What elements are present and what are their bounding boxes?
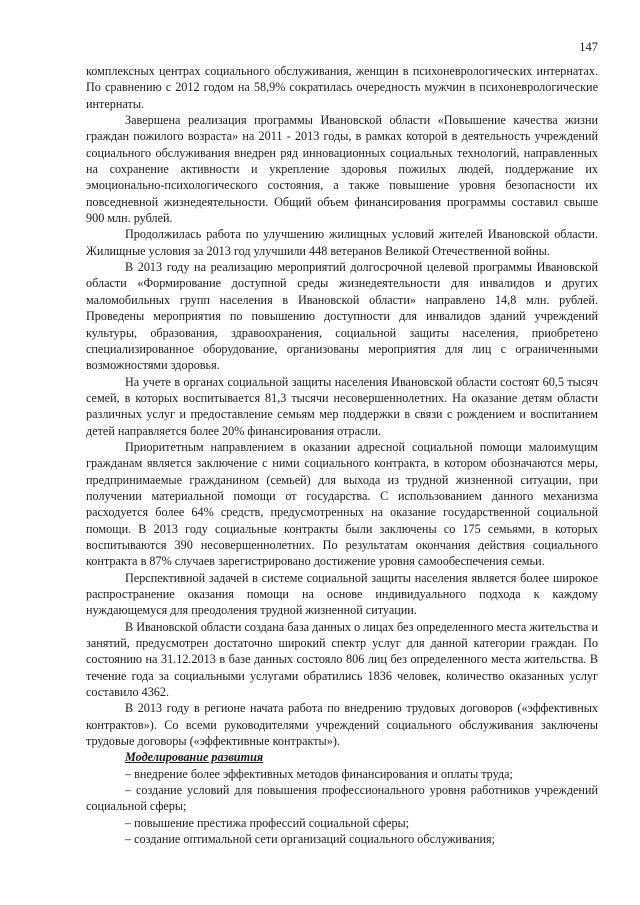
page-body <box>86 63 598 848</box>
paragraph: В 2013 году в регионе начата работа по внедрению трудовых договоров («эффективных контрактов»). Со всеми руководителями учреждений социального обслуживания заключены трудовые договоры («эффективные контракты»). <box>86 701 598 749</box>
list-item: – повышение престижа профессий социальной сферы; <box>125 815 410 830</box>
section-heading: Моделирование развития <box>125 750 264 765</box>
paragraph: Продолжилась работа по улучшению жилищных условий жителей Ивановской области. Жилищные условия за 2013 год улучшили 448 ветеранов Великой Отечественной войны. <box>86 227 598 258</box>
paragraph: Приоритетным направлением в оказании адресной социальной помощи малоимущим гражданам является заключение с ними социального контракта, в котором обозначаются меры, предпринимаемые гражданином (семьей) для выхода из трудной жизненной ситуации, при получении материальной помощи от государства. С использованием данного механизма расходуется более 64% средств, предусмотренных на оказание государственной социальной помощи. В 2013 году социальные контракты были заключены со 175 семьями, в которых воспитываются 390 несовершеннолетних. По результатам окончания действия социального контракта в 87% случаев зарегистрировано достижение уровня самообеспечения семьи. <box>86 439 598 569</box>
paragraph: В 2013 году на реализацию мероприятий долгосрочной целевой программы Ивановской области «Формирование доступной среды жизнедеятельности для инвалидов и других маломобильных групп населения в Ивановской области» направлено 14,8 млн. рублей. Проведены мероприятия по повышению доступности для инвалидов зданий учреждений культуры, образования, здравоохранения, социальной защиты населения, приобретено специализированное оборудование, организованы мероприятия для лиц с ограниченными возможностями здоровья. <box>86 260 598 373</box>
paragraph: Завершена реализация программы Ивановской области «Повышение качества жизни граждан пожилого возраста» на 2011 - 2013 годы, в рамках которой в деятельность учреждений социального обслуживания внедрен ряд инновационных социальных технологий, направленных на сохранение активности и укрепление здоровья пожилых людей, поддержание их эмоционально-психологического состояния, а также повышение уровня безопасности их повседневной жизнедеятельности. Общий объем финансирования программы составил свыше 900 млн. рублей. <box>86 113 598 226</box>
list-item: – внедрение более эффективных методов финансирования и оплаты труда; <box>125 766 513 781</box>
paragraph-continuation: комплексных центрах социального обслуживания, женщин в психоневрологических интернатах. По сравнению с 2012 годом на 58,9% сократилась очередность мужчин в психоневрологические интернаты. <box>86 64 598 111</box>
paragraph: В Ивановской области создана база данных о лицах без определенного места жительства и занятий, предусмотрен достаточно широкий спектр услуг для данной категории граждан. По состоянию на 31.12.2013 в базе данных состояло 806 лиц без определенного места жительства. В течение года за социальными услугами обратились 1836 человек, количество оказанных услуг составило 4362. <box>86 619 598 700</box>
development-list <box>86 766 598 848</box>
paragraph: Перспективной задачей в системе социальной защиты населения является более широкое распространение оказания помощи на основе индивидуального подхода к каждому нуждающемуся для преодоления трудной жизненной ситуации. <box>86 570 598 618</box>
paragraph: На учете в органах социальной защиты населения Ивановской области состоят 60,5 тысяч семей, в которых воспитывается 81,3 тысячи несовершеннолетних. На оказание детям области различных услуг и предоставление семьям мер поддержки в связи с рождением и воспитанием детей направляется более 20% финансирования отрасли. <box>86 374 598 438</box>
list-item: – создание условий для повышения профессионального уровня работников учреждений социальной сферы; <box>86 783 598 814</box>
list-item: – создание оптимальной сети организаций социального обслуживания; <box>125 832 495 847</box>
page-number: 147 <box>579 40 598 54</box>
